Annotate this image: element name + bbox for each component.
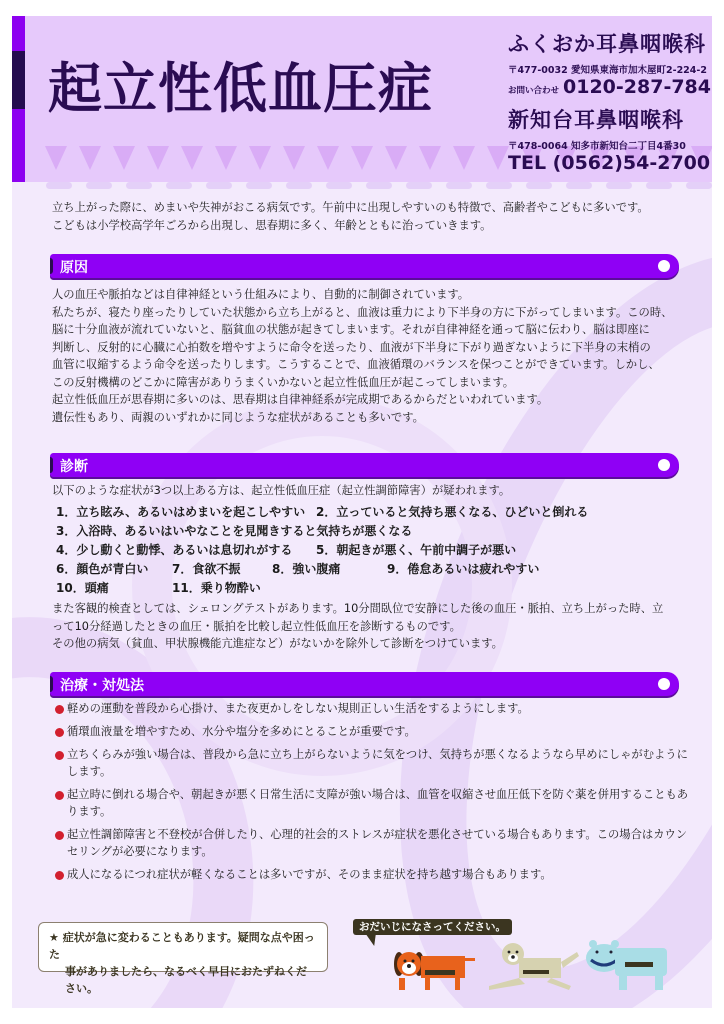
section-header-diagnosis: [50, 453, 679, 477]
diagnosis-intro: 以下のような症状が3つ以上ある方は、起立性低血圧症（起立性調節障害）が疑われます。: [52, 484, 511, 497]
cause-paragraph: 人の血圧や脈拍などは自律神経という仕組みにより、自動的に制御されています。 私たちが、寝たり座ったりしていた状態から立ち上がると、血液は重力により下半身の方に下がってしまいます。この時、 脳に十分血液が流れていないと、脳貧血の状態が起きてしまいます。それが自律神経を通って脳に伝わり、脳は即座に 判断し、反射的に心臓に心拍数を増やすように命令を送ったり、血液が下半身に下がり過ぎないように下半身の末梢の 血管に収縮するよう命令を送ったりします。こうすることで、血液循環のバランスを保つことができています。しかし、 この反射機構のどこかに障害がありうまくいかないと起立性低血圧が起こってしまいます。 起立性低血圧が思春期に多いのは、思春期は自律神経系が完成期であるからだといわれています。 遺伝性もあり、両親のいずれかに同じような症状があることも多いです。: [52, 288, 673, 424]
symptom-item: 9．倦怠あるいは疲れやすい: [387, 562, 540, 576]
symptom-item: 5．朝起きが悪く、午前中調子が悪い: [316, 543, 517, 557]
clinic-phone[interactable]: [508, 76, 711, 98]
clinic-address: 〒477-0032 愛知県東海市加木屋町2-224-2: [508, 65, 707, 76]
clinic-fukuoka: [508, 28, 711, 98]
dot-icon: [658, 459, 670, 471]
symptom-item: 2．立っていると気持ち悪くなる、ひどいと倒れる: [316, 505, 589, 519]
diagnosis-test-paragraph: また客観的検査としては、シェロングテストがあります。10分間臥位で安静にした後の血圧・脈拍、立ち上がった時、立 って10分経過したときの血圧・脈拍を比較し起立性低血圧を診断するものです。 その他の病気（貧血、甲状腺機能亢進症など）がないかを除外して診断をつけています。: [52, 602, 664, 650]
orange-dog-mascot-icon: [385, 944, 477, 992]
page-title: 起立性低血圧症: [48, 57, 433, 120]
symptom-item: 1．立ち眩み、あるいはめまいを起こしやすい: [56, 505, 306, 519]
symptom-item: 7．食欲不振: [172, 562, 241, 576]
clinic-address: 〒478-0064 知多市新知台二丁目4番30: [508, 141, 686, 152]
symptom-item: 3．入浴時、あるいはいやなことを見聞きすると気持ちが悪くなる: [56, 524, 413, 538]
symptom-item: 4．少し動くと動悸、あるいは息切れがする: [56, 543, 293, 557]
pill-decoration: [26, 182, 712, 190]
clinic-name: 新知台耳鼻咽喉科: [508, 108, 684, 132]
notice-box: [38, 922, 328, 995]
clinic-shinchidai: [508, 104, 710, 174]
notice-line: ★ 症状が急に変わることもあります。疑問な点や困った: [49, 931, 315, 961]
speech-bubble: おだいじになさってください。: [353, 919, 512, 935]
accent-bar-dark: [12, 51, 25, 109]
dot-icon: [658, 678, 670, 690]
flyer-page: [12, 16, 712, 1008]
notice-line: 事がありましたら、なるべく早目におたずねください。: [65, 965, 307, 995]
phone-number[interactable]: 0120-287-784: [563, 76, 711, 98]
beige-dog-mascot-icon: [485, 940, 580, 992]
list-item: 循環血液量を増やすため、水分や塩分を多めにとることが重要です。: [54, 723, 694, 740]
hippo-mascot-icon: [585, 938, 675, 992]
treatment-list: [54, 700, 694, 889]
symptom-item: 11．乗り物酔い: [172, 581, 261, 595]
list-item: 立ちくらみが強い場合は、普段から急に立ち上がらないように気をつけ、気持ちが悪くなるようなら早めにしゃがむようにします。: [54, 746, 694, 780]
tel-label: お問い合わせ: [508, 86, 560, 96]
clinic-name: ふくおか耳鼻咽喉科: [508, 32, 706, 56]
list-item: 成人になるにつれ症状が軽くなることは多いですが、そのまま症状を持ち越す場合もあります。: [54, 866, 694, 883]
section-header-treatment: [50, 672, 679, 696]
symptom-item: 10．頭痛: [56, 581, 109, 595]
intro-paragraph: 立ち上がった際に、めまいや失神がおこる病気です。午前中に出現しやすいのも特徴で、高齢者やこどもに多いです。 こどもは小学校高学年ごろから出現し、思春期に多く、年齢とともに治っていきます。: [52, 201, 649, 232]
section-header-cause: [50, 254, 679, 278]
section-title: 治療・対処法: [60, 678, 144, 694]
dot-icon: [658, 260, 670, 272]
list-item: 軽めの運動を普段から心掛け、また夜更かしをしない規則正しい生活をするようにします。: [54, 700, 694, 717]
list-item: 起立性調節障害と不登校が合併したり、心理的社会的ストレスが症状を悪化させている場合もあります。この場合はカウンセリングが必要になります。: [54, 826, 694, 860]
header-banner: [12, 16, 712, 182]
symptom-item: 6．顔色が青白い: [56, 562, 149, 576]
clinic-phone[interactable]: TEL (0562)54-2700: [508, 152, 711, 174]
symptom-item: 8．強い腹痛: [272, 562, 341, 576]
section-title: 原因: [60, 260, 88, 276]
list-item: 起立時に倒れる場合や、朝起きが悪く日常生活に支障が強い場合は、血管を収縮させ血圧低下を防ぐ薬を併用することもあります。: [54, 786, 694, 820]
section-title: 診断: [60, 459, 88, 475]
